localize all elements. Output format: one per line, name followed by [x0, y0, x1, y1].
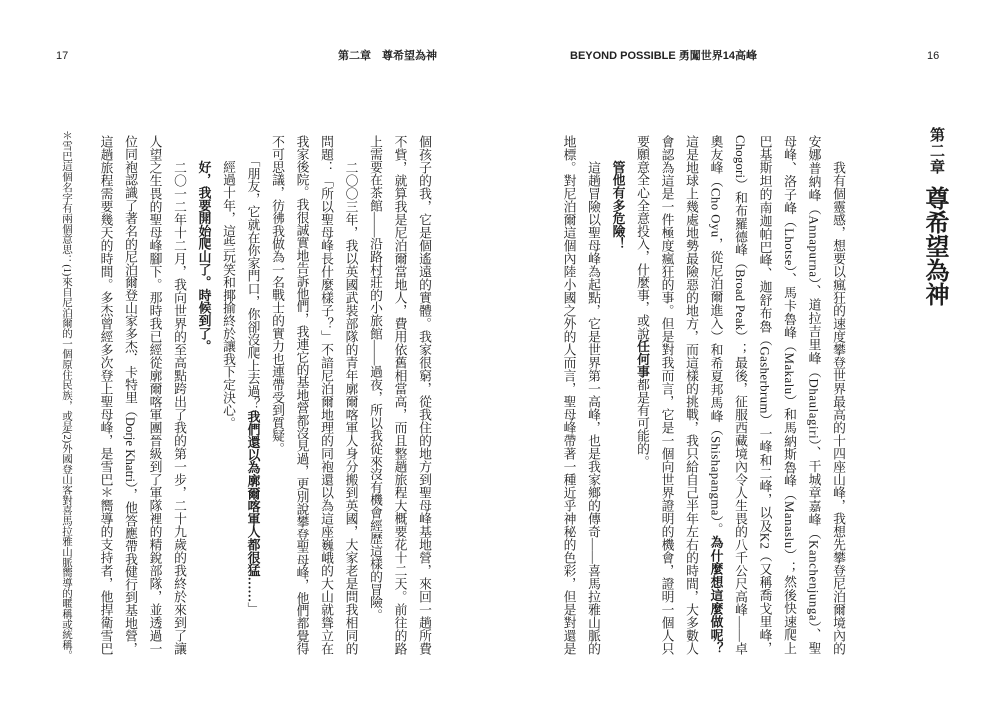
- text-run: 安娜普納峰（Annapurna）、道拉吉里峰（Dhaulagiri）、干城章嘉峰（Kanchenjunga）、聖: [806, 135, 821, 655]
- text-line: [417, 135, 431, 655]
- left-page-number: 17: [56, 50, 69, 62]
- bold-text-run: 我們還以為廓爾喀軍人都很猛……: [245, 410, 260, 603]
- text-column: [240, 135, 265, 655]
- text-run: 要願意全心全意投入，什麼事，或說: [635, 135, 649, 340]
- text-line: [807, 135, 821, 655]
- text-run: 」: [245, 602, 260, 616]
- left-page-text: [93, 135, 436, 655]
- text-column: [118, 135, 143, 655]
- text-run: 奧友峰（Cho Oyu，從尼泊爾進入）和希夏邦馬峰（Shishapangma）。: [708, 135, 723, 536]
- text-run: 上需要在茶館——沿路村莊的小旅館——過夜，所以我從來沒有機會經歷這樣的冒險。: [368, 135, 382, 622]
- text-column: [752, 135, 777, 655]
- text-line: [782, 135, 796, 655]
- text-run: 個孩子的我，它是個遙遠的實體。我家很窮，從我住的地方到聖母峰基地營，來回一趟所費: [417, 135, 431, 655]
- bold-text-run: 為什麼想這麼做呢？: [708, 535, 723, 655]
- left-running-head: 第二章 尊希望為神: [338, 50, 437, 62]
- text-column: [265, 135, 290, 655]
- text-column: [338, 135, 363, 655]
- text-line: [344, 135, 358, 655]
- text-column: [93, 135, 118, 655]
- text-line: [270, 135, 284, 455]
- text-column: [581, 135, 606, 655]
- text-run: 「朋友，它就在你家門口，你卻沒爬上去過？: [245, 135, 260, 411]
- text-column: [387, 135, 412, 655]
- text-line: [393, 135, 407, 655]
- text-run: 人望之生畏的聖母峰腳下。那時我已經從廓爾喀軍團晉級到了軍隊裡的精銳部隊，並透過一: [147, 135, 162, 655]
- text-column: [314, 135, 339, 655]
- text-line: [635, 135, 649, 468]
- text-run: 位同袍認識了著名的尼泊爾登山家多杰．卡特里（Dorje Khatri），他答應帶我健行到基地營，: [123, 135, 137, 655]
- text-column: [605, 135, 630, 655]
- text-line: [123, 135, 137, 655]
- text-column: [191, 135, 216, 655]
- text-column: [728, 135, 753, 655]
- text-line: [295, 135, 309, 655]
- text-line: [758, 135, 772, 655]
- text-line: [99, 135, 113, 655]
- text-line: [319, 135, 333, 655]
- text-line: [831, 135, 845, 655]
- text-column: [289, 135, 314, 655]
- text-column: [826, 135, 851, 655]
- text-run: 不可思議，彷彿我做為一名戰士的實力也連帶受到質疑。: [270, 135, 284, 455]
- text-line: [148, 135, 162, 655]
- right-running-head: BEYOND POSSIBLE 勇闖世界14高峰: [570, 50, 758, 62]
- text-run: 經過十年，這些玩笑和揶揄終於讓我下定決心。: [221, 135, 235, 430]
- text-run: 我有個靈感，想要以瘋狂的速度攀登世界最高的十四座山峰，我想先攀登尼泊爾境內的: [831, 135, 845, 655]
- text-line: [684, 135, 698, 655]
- text-line: [660, 135, 674, 655]
- text-column: [777, 135, 802, 655]
- text-run: 這趟旅程需要幾天的時間。多杰曾經多次登上聖母峰，是雪巴＊嚮導的支持者，他捍衛雪巴: [98, 135, 113, 655]
- text-column: [679, 135, 704, 655]
- text-run: 不貲，就算我是尼泊爾當地人，費用依舊相當高，而且整趟旅程大概要花十二天。前往的路: [392, 135, 407, 655]
- text-line: [221, 135, 235, 429]
- text-column: [142, 135, 167, 655]
- text-line: [611, 135, 625, 250]
- chapter-title: 尊希望為神: [921, 186, 947, 306]
- bold-text-run: 任何事: [635, 339, 649, 379]
- text-column: [654, 135, 679, 655]
- footnote-column: [58, 130, 74, 660]
- text-line: [172, 135, 186, 655]
- text-column: [363, 135, 388, 655]
- text-column: [703, 135, 728, 655]
- text-run: 二〇一二年十二月，我向世界的至高點跨出了我的第一步，二十九歲的我終於來到了讓: [172, 135, 186, 655]
- footnote-text: ＊雪巴這個名字有兩個意思：(1)來自尼泊爾的一個原住民族，或是(2)外國登山客對喜馬拉雅山脈嚮導的暱稱或統稱。: [61, 130, 72, 660]
- text-run: 地標。對尼泊爾這個內陸小國之外的人而言，聖母峰帶著一種近乎神秘的色彩，但是對還是: [561, 135, 576, 655]
- bold-text-run: 好，我要開始爬山了。時候到了。: [196, 135, 211, 353]
- text-run: 巴基斯坦的南迦帕巴峰、迦舒布魯（Gasherbrum）一峰和二峰，以及K2（又稱喬戈里峰，: [757, 135, 772, 655]
- footnote: [58, 130, 74, 660]
- bold-text-run: 管他有多危險！: [610, 135, 625, 251]
- right-page-text: [556, 135, 850, 655]
- text-column: [412, 135, 437, 655]
- text-line: [562, 135, 576, 655]
- text-line: [246, 135, 260, 615]
- text-run: 我家後院。我很誠實地告訴他們，我連它的基地營都沒見過，更別說攀登聖母峰，他們都覺得: [294, 135, 309, 655]
- text-run: 這是地球上幾處地勢最險惡的地方，而這樣的挑戰，我只給自己半年左右的時間，大多數人: [684, 135, 698, 655]
- text-run: 問題：「所以聖母峰長什麼樣子？」不諳尼泊爾地理的同袍還以為這座巍峨的大山就聳立在: [319, 135, 333, 655]
- right-page-number: 16: [927, 50, 940, 62]
- text-run: 母峰、洛子峰（Lhotse）、馬卡魯峰（Makalu）和馬納斯魯峰（Manaslu）；然後快速爬上: [782, 135, 796, 655]
- text-line: [709, 135, 723, 655]
- chapter-label: 第二章: [928, 127, 944, 175]
- text-column: [167, 135, 192, 655]
- text-line: [586, 135, 600, 655]
- text-column: [630, 135, 655, 655]
- text-run: 這趟冒險以聖母峰為起點，它是世界第一高峰，也是我家鄉的傳奇——喜馬拉雅山脈的: [586, 135, 600, 655]
- text-column: [216, 135, 241, 655]
- text-line: [368, 135, 382, 621]
- text-column: [801, 135, 826, 655]
- text-line: [733, 135, 747, 655]
- text-line: [197, 135, 211, 353]
- text-column: [556, 135, 581, 655]
- text-run: 都是有可能的。: [635, 378, 649, 468]
- text-run: 二〇〇三年，我以英國武裝部隊的青年廓爾喀軍人身分搬到英國，大家老是問我相同的: [343, 135, 358, 655]
- text-run: Chogori）和布羅德峰（Broad Peak）；最後，征服西藏境內令人生畏的八千公尺高峰——卓: [733, 135, 747, 655]
- text-run: 會認為這是一件極度瘋狂的事。但是對我而言，它是一個向世界證明的機會，證明一個人只: [659, 135, 674, 655]
